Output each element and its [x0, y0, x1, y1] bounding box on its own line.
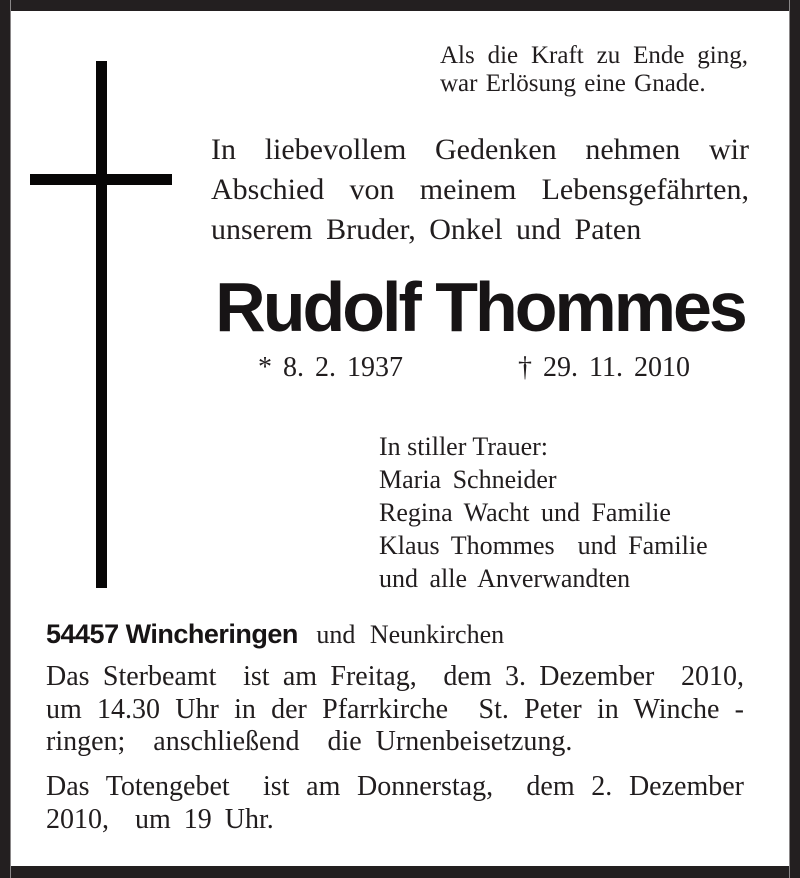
service-info-line: um 14.30 Uhr in der Pfarrkirche St. Peter in Winche - — [46, 693, 744, 725]
service-info-line: ringen; anschließend die Urnenbeisetzung. — [46, 726, 573, 757]
prayer-info — [46, 771, 744, 836]
service-info-line: Das Sterbeamt ist am Freitag, dem 3. Dezember 2010, — [46, 661, 744, 692]
epigraph-line: Als die Kraft zu Ende ging, — [440, 42, 748, 69]
mourning-block — [379, 430, 759, 595]
scan-frame-top — [0, 0, 800, 11]
death-date: † 29. 11. 2010 — [518, 352, 690, 383]
prayer-info-line: 2010, um 19 Uhr. — [46, 803, 274, 835]
cross-horizontal-bar — [30, 174, 172, 185]
mourner-name: und alle Anverwandten — [379, 564, 631, 593]
epigraph-line: war Erlösung eine Gnade. — [440, 70, 706, 97]
intro-line: Abschied von meinem Lebensgefährten, — [211, 173, 749, 206]
mourner-name: Maria Schneider — [379, 465, 557, 494]
address-line — [46, 619, 504, 650]
mourning-heading: In stiller Trauer: — [379, 432, 548, 461]
prayer-info-line: Das Totengebet ist am Donnerstag, dem 2. Dezember — [46, 771, 744, 802]
mourner-name: Klaus Thommes und Familie — [379, 531, 708, 560]
deceased-name: Rudolf Thommes — [215, 268, 745, 346]
address-suffix: und Neunkirchen — [316, 620, 505, 649]
intro-paragraph — [211, 130, 749, 250]
intro-line: unserem Bruder, Onkel und Paten — [211, 213, 642, 246]
scan-frame-bottom — [0, 866, 800, 878]
birth-date: * 8. 2. 1937 — [258, 352, 403, 383]
scan-frame-right — [789, 0, 800, 878]
scan-frame-left — [0, 0, 11, 878]
epigraph — [440, 42, 748, 98]
service-info — [46, 661, 744, 759]
intro-line: In liebevollem Gedenken nehmen wir — [211, 133, 749, 166]
mourner-name: Regina Wacht und Familie — [379, 498, 671, 527]
postal-town: 54457 Wincheringen — [46, 619, 298, 649]
cross-vertical-bar — [96, 61, 107, 588]
